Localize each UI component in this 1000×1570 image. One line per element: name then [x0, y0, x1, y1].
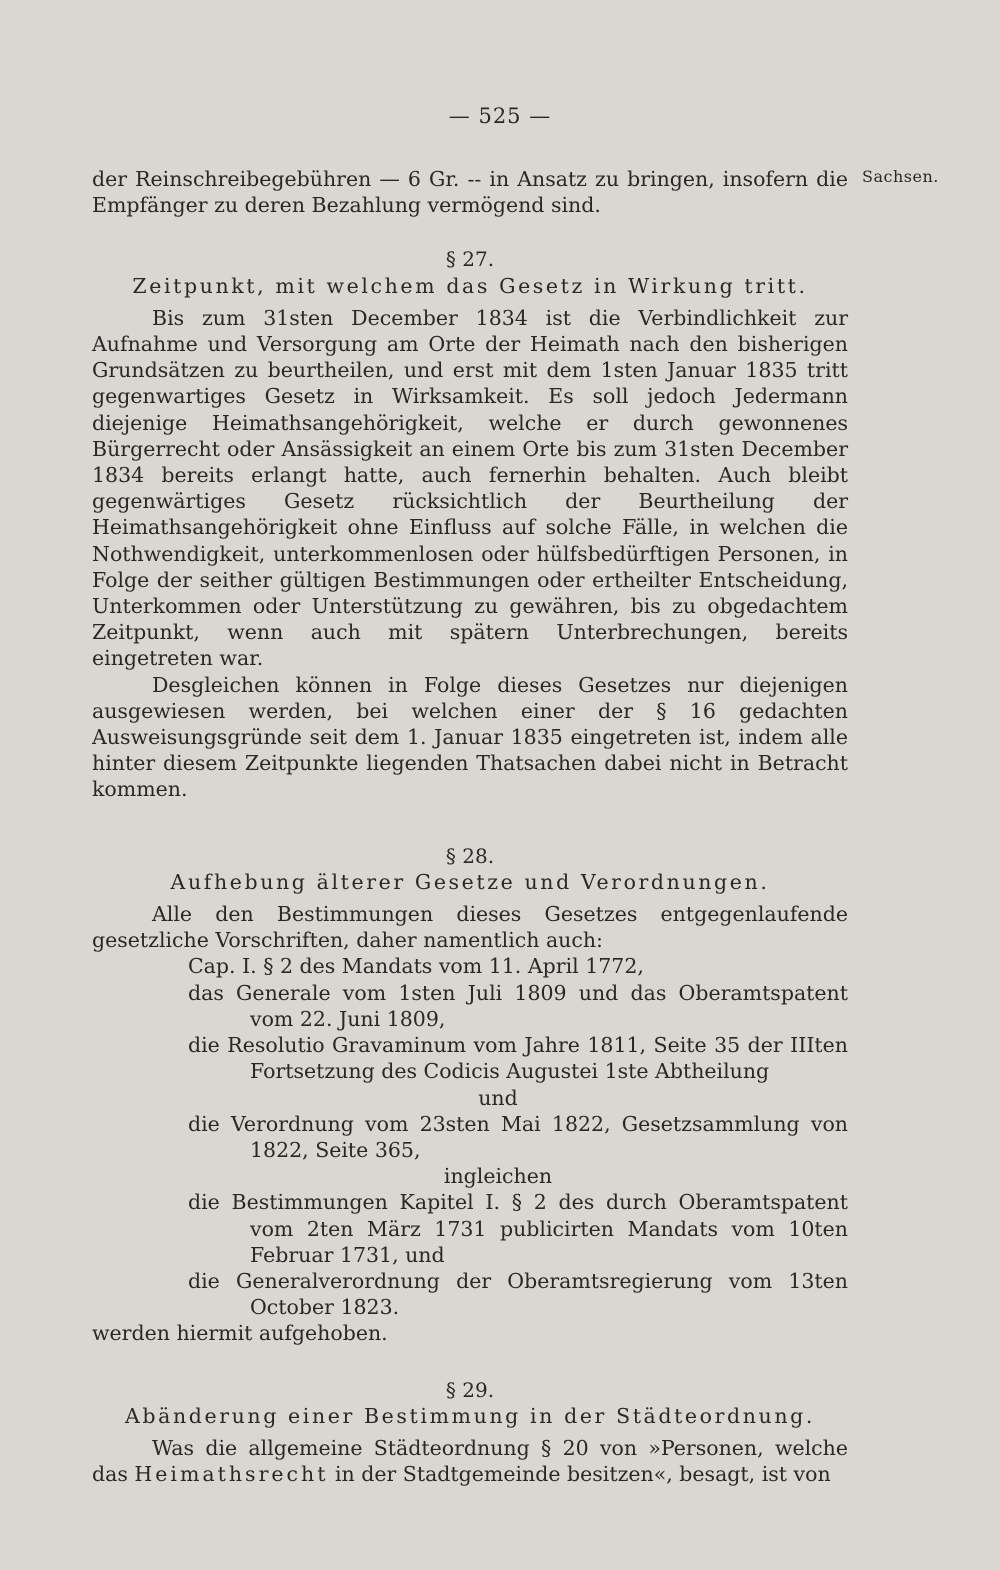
section-28-number: § 28. — [445, 843, 495, 868]
intro-paragraph: der Reinschreibegebühren — 6 Gr. -- in Ansatz zu bringen, insofern die Empfänger zu deren Bezahlung vermögend sind. — [92, 167, 848, 218]
section-28-paragraph-1: Alle den Bestimmungen dieses Gesetzes entgegenlaufende gesetzliche Vorschriften, daher namentlich auch: — [92, 902, 848, 953]
section-27-title: Zeitpunkt, mit welchem das Gesetz in Wirkung tritt. — [132, 273, 808, 298]
body-text — [92, 166, 848, 1487]
section-29-paragraph-1 — [92, 1435, 848, 1487]
list-item: die Generalverordnung der Oberamtsregierung vom 13ten October 1823. — [188, 1268, 848, 1320]
list-item: Cap. I. § 2 des Mandats vom 11. April 1772, — [188, 954, 644, 979]
list-item: die Bestimmungen Kapitel I. § 2 des durch Oberamtspatent vom 2ten März 1731 publicirten Mandats vom 10ten Februar 1731, und — [188, 1190, 848, 1267]
section-28-closing: werden hiermit aufgehoben. — [92, 1321, 388, 1346]
section-28-title: Aufhebung älterer Gesetze und Verordnungen. — [170, 869, 770, 894]
list-connector: ingleichen — [443, 1164, 553, 1189]
list-item: das Generale vom 1sten Juli 1809 und das Oberamtspatent vom 22. Juni 1809, — [188, 980, 848, 1031]
margin-note: Sachsen. — [862, 167, 939, 186]
page-number: — 525 — — [448, 104, 552, 128]
section-27-paragraph-1: Bis zum 31sten December 1834 ist die Verbindlichkeit zur Aufnahme und Versorgung am Orte der Heimath nach den bisherigen Grundsätzen zu beurtheilen, und erst mit dem 1sten Januar 1835 tritt gegenwartiges Gesetz in Wirksamkeit. Es soll jedoch Jedermann diejenige Heimathsangehörigkeit, welche er durch gewonnenes Bürgerrecht oder Ansässigkeit an einem Orte bis zum 31sten December 1834 bereits erlangt hatte, auch fernerhin behalten. Auch bleibt gegenwärtiges Gesetz rücksichtlich der Beurtheilung der Heimathsangehörigkeit ohne Einfluss auf solche Fälle, in welchen die Nothwendigkeit, unterkommenlosen oder hülfsbedürftigen Personen, in Folge der seither gültigen Bestimmungen oder ertheilter Entscheidung, Unterkommen oder Unterstützung zu gewähren, bis zu obgedachtem Zeitpunkt, wenn auch mit spätern Unterbrechungen, bereits eingetreten war. — [92, 305, 848, 671]
section-29-number: § 29. — [445, 1377, 495, 1402]
list-item: die Verordnung vom 23sten Mai 1822, Gesetzsammlung von 1822, Seite 365, — [188, 1111, 848, 1162]
text-run: in der Stadtgemeinde besitzen«, besagt, ist von — [328, 1462, 831, 1487]
section-27-paragraph-2: Desgleichen können in Folge dieses Gesetzes nur diejenigen ausgewiesen werden, bei welchen einer der § 16 gedachten Ausweisungsgründe seit dem 1. Januar 1835 eingetreten ist, indem alle hinter diesem Zeitpunkte liegenden Thatsachen dabei nicht in Betracht kommen. — [92, 672, 848, 802]
section-29-title: Abänderung einer Bestimmung in der Städteordnung. — [125, 1403, 815, 1428]
section-27-number: § 27. — [445, 247, 495, 272]
repealed-laws-list — [188, 953, 848, 1320]
text-run: Was die allgemeine Städteordnung § 20 von »Personen, welche das — [92, 1435, 848, 1487]
spaced-emphasis: Heimathsrecht — [134, 1462, 329, 1487]
list-item: die Resolutio Gravaminum vom Jahre 1811, Seite 35 der IIIten Fortsetzung des Codicis Augustei 1ste Abtheilung — [188, 1033, 848, 1084]
list-connector: und — [478, 1085, 518, 1110]
